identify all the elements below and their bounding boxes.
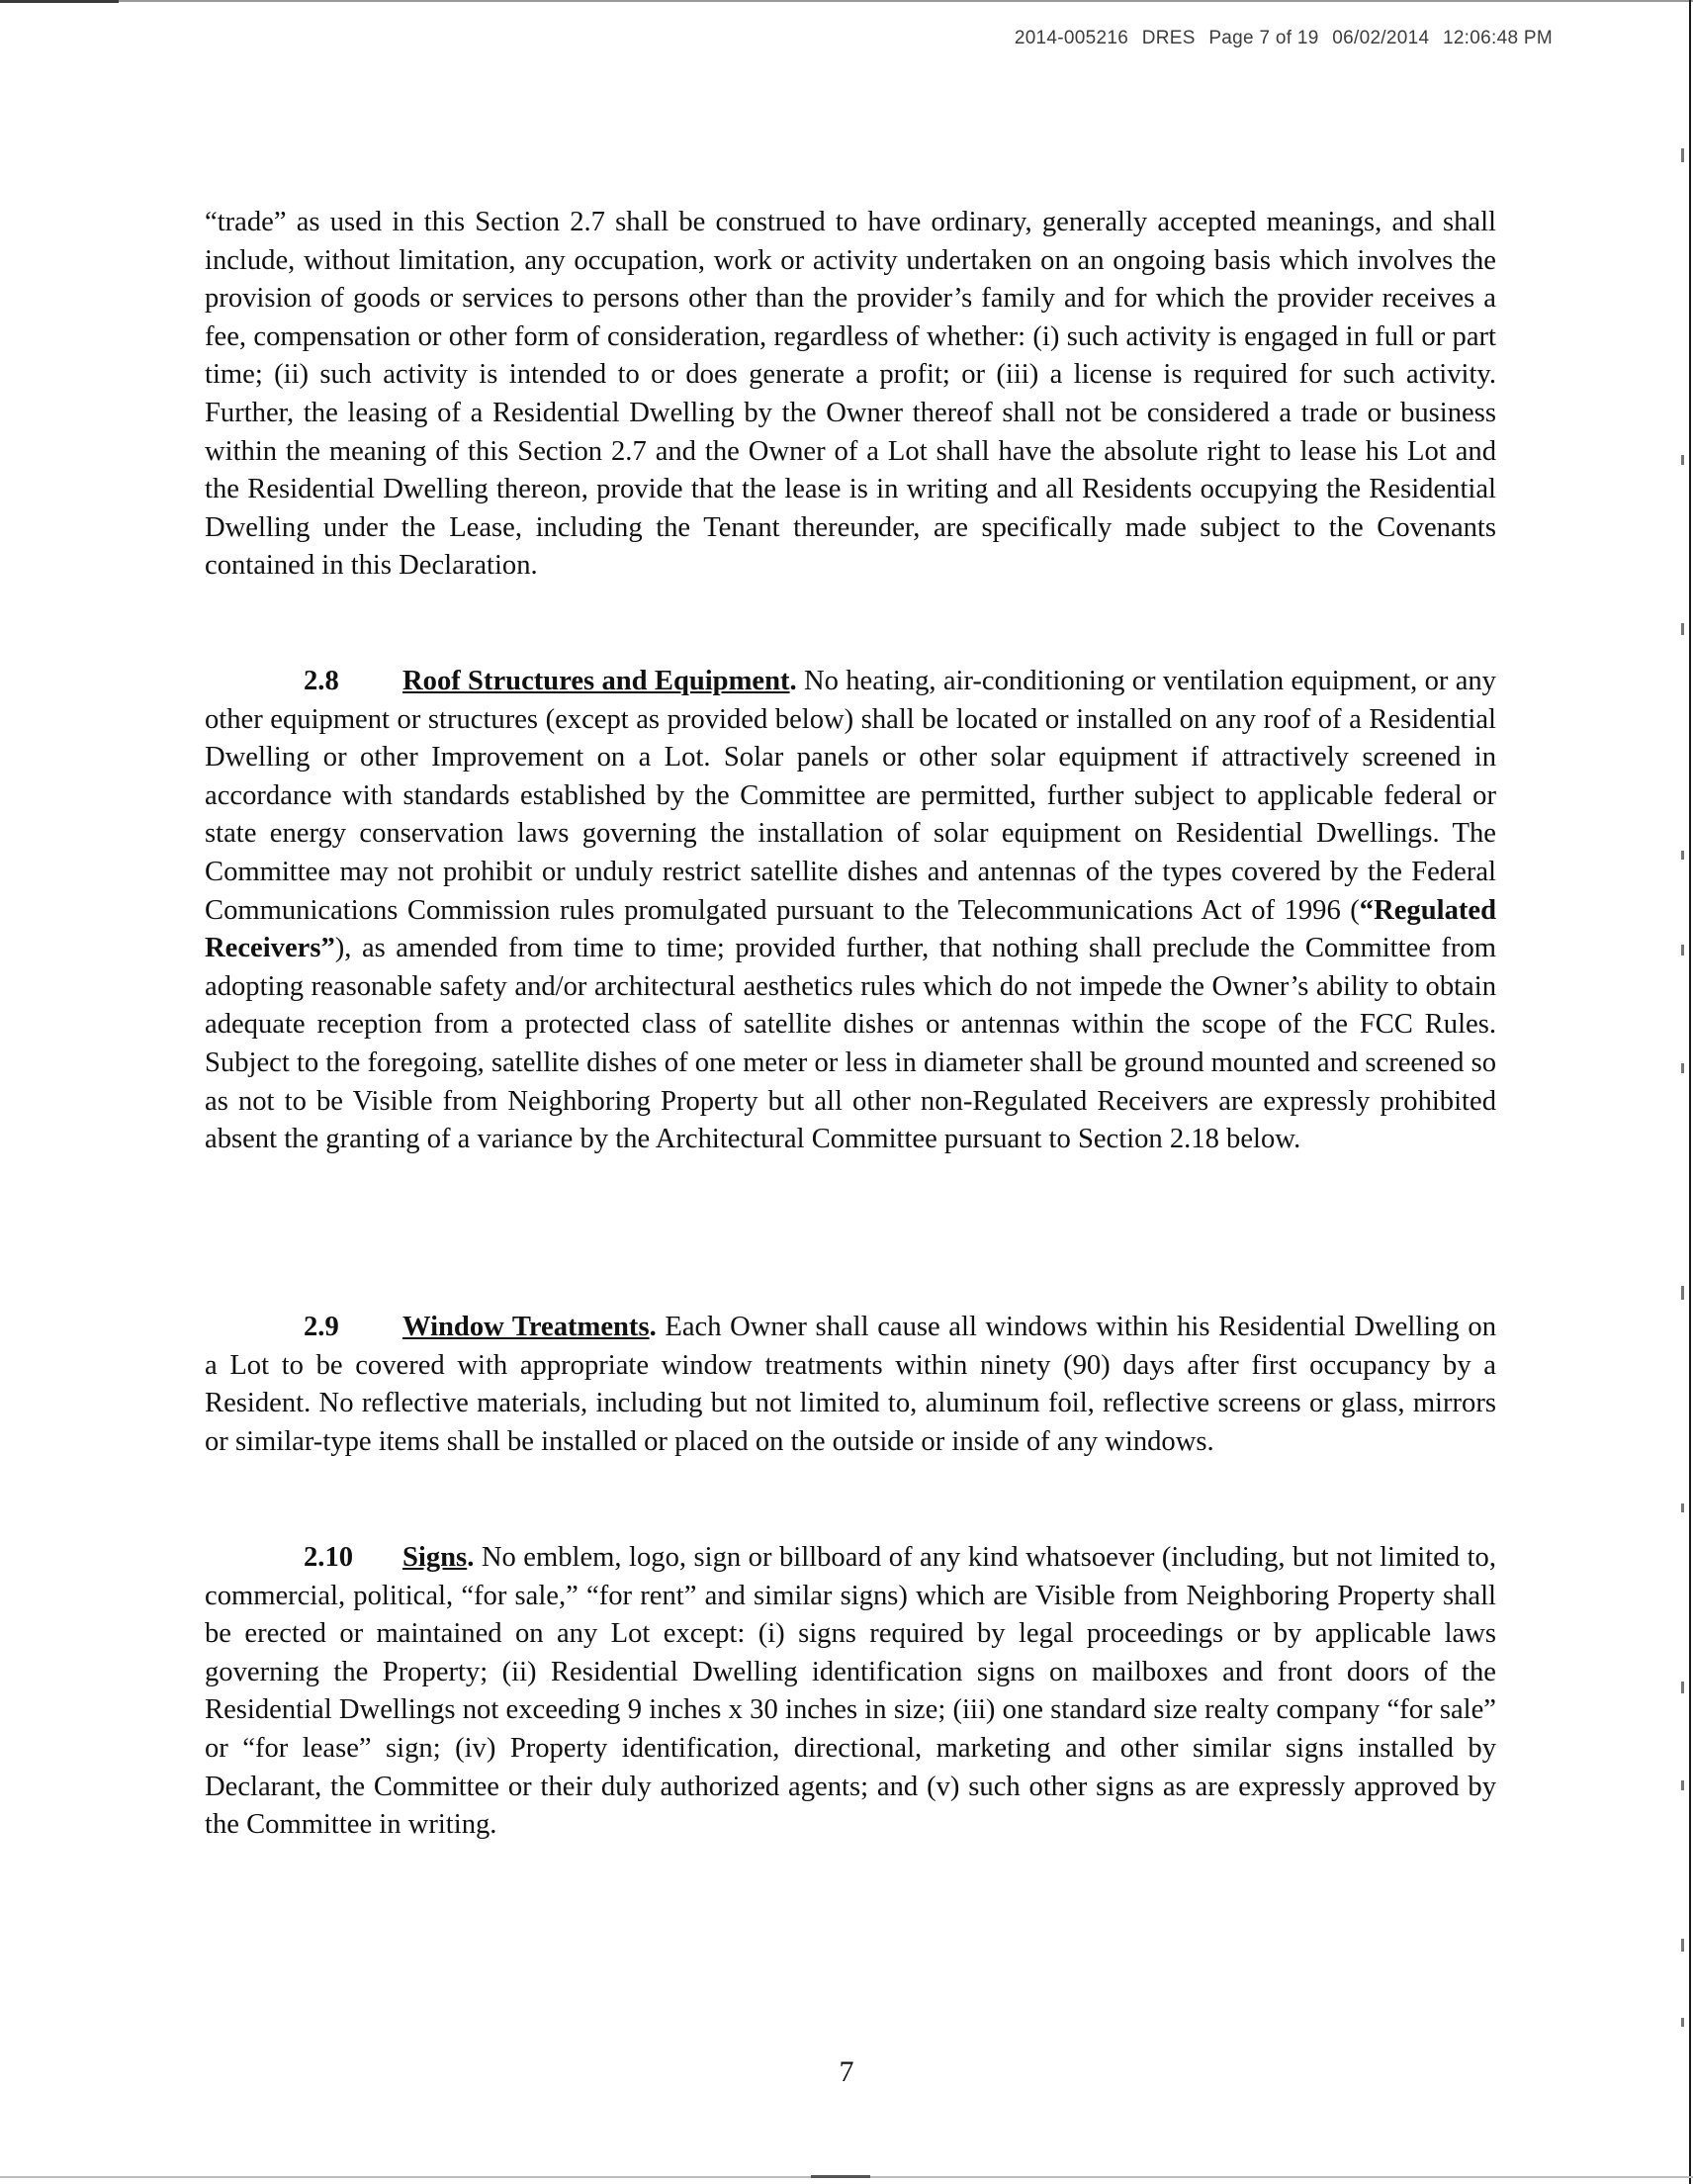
section-2-8-number: 2.8 — [304, 666, 339, 696]
section-2-8-defined-term: “Regulated Receivers” — [205, 894, 1496, 964]
section-2-9-number: 2.9 — [304, 1312, 339, 1342]
section-2-10-title: Signs — [402, 1542, 468, 1573]
scan-specks — [1681, 0, 1685, 2184]
stamp-doc-id: 2014-005216 — [1014, 28, 1129, 48]
section-2-10-text: No emblem, logo, sign or billboard of any kind whatsoever (including, but not limited to, commercial, political, “for sale,” “for rent” and similar signs) which are Visible from Neighboring Property shall be erected or maintained on any Lot except: (i) signs required by legal proceedings or by applicable laws governing the Property; (ii) Residential Dwelling identification signs on mailboxes and front doors of the Residential Dwellings not exceeding 9 inches x 30 inches in size; (iii) one standard size realty company “for sale” or “for lease” sign; (iv) Property identification, directional, marketing and other similar signs installed by Declarant, the Committee or their duly authorized agents; and (v) such other signs as are expressly approved by the Committee in writing. — [205, 1542, 1496, 1841]
section-2-10-number: 2.10 — [304, 1542, 354, 1573]
scan-top-mark — [0, 0, 119, 3]
stamp-dept: DRES — [1141, 28, 1196, 48]
scan-bottom-mark — [811, 2175, 870, 2178]
section-2-9-title: Window Treatments — [402, 1312, 650, 1342]
section-2-10-title-period: . — [467, 1542, 475, 1573]
section-2-8-text-a: No heating, air-conditioning or ventilation equipment, or any other equipment or structures (except as provided below) shall be located or installed on any roof of a Residential Dwelling or other Improvement on a Lot. Solar panels or other solar equipment if attractively screened in accordance with standards established by the Committee are permitted, further subject to applicable federal or state energy conservation laws governing the installation of solar equipment on Residential Dwellings. The Committee may not prohibit or unduly restrict satellite dishes and antennas of the types covered by the Federal Communications Commission rules promulgated pursuant to the Telecommunications Act of 1996 ( — [205, 666, 1496, 926]
section-2-8-title-period: . — [789, 666, 797, 696]
section-2-9-text: Each Owner shall cause all windows within his Residential Dwelling on a Lot to be covered with appropriate window treatments within ninety (90) days after first occupancy by a Resident. No reflective materials, including but not limited to, aluminum foil, reflective screens or glass, mirrors or similar-type items shall be installed or placed on the outside or inside of any windows. — [205, 1312, 1496, 1457]
stamp-page-info: Page 7 of 19 — [1208, 28, 1319, 48]
section-2-8-title: Roof Structures and Equipment — [402, 666, 790, 696]
scan-right-edge — [1689, 0, 1691, 2184]
intro-paragraph — [205, 204, 1496, 586]
recording-stamp — [1015, 28, 1553, 49]
section-2-8 — [205, 663, 1496, 1159]
stamp-time: 12:06:48 PM — [1442, 28, 1553, 48]
section-2-10 — [205, 1539, 1496, 1845]
page-number: 7 — [839, 2055, 854, 2088]
stamp-date: 06/02/2014 — [1332, 28, 1430, 48]
section-2-8-text-b: ), as amended from time to time; provided further, that nothing shall preclude the Committee from adopting reasonable safety and/or architectural aesthetics rules which do not impede the Owner’s ability to obtain adequate reception from a protected class of satellite dishes or antennas within the scope of the FCC Rules. Subject to the foregoing, satellite dishes of one meter or less in diameter shall be ground mounted and screened so as not to be Visible from Neighboring Property but all other non-Regulated Receivers are expressly prohibited absent the granting of a variance by the Architectural Committee pursuant to Section 2.18 below. — [205, 933, 1496, 1155]
section-2-9-title-period: . — [649, 1312, 657, 1342]
intro-paragraph-text: “trade” as used in this Section 2.7 shall be construed to have ordinary, generally accepted meanings, and shall include, without limitation, any occupation, work or activity undertaken on an ongoing basis which involves the provision of goods or services to persons other than the provider’s family and for which the provider receives a fee, compensation or other form of consideration, regardless of whether: (i) such activity is engaged in full or part time; (ii) such activity is intended to or does generate a profit; or (iii) a license is required for such activity. Further, the leasing of a Residential Dwelling by the Owner thereof shall not be considered a trade or business within the meaning of this Section 2.7 and the Owner of a Lot shall have the absolute right to lease his Lot and the Residential Dwelling thereon, provide that the lease is in writing and all Residents occupying the Residential Dwelling under the Lease, including the Tenant thereunder, are specifically made subject to the Covenants contained in this Declaration. — [205, 207, 1496, 582]
section-2-9 — [205, 1309, 1496, 1461]
scan-top-edge — [0, 0, 1693, 2]
